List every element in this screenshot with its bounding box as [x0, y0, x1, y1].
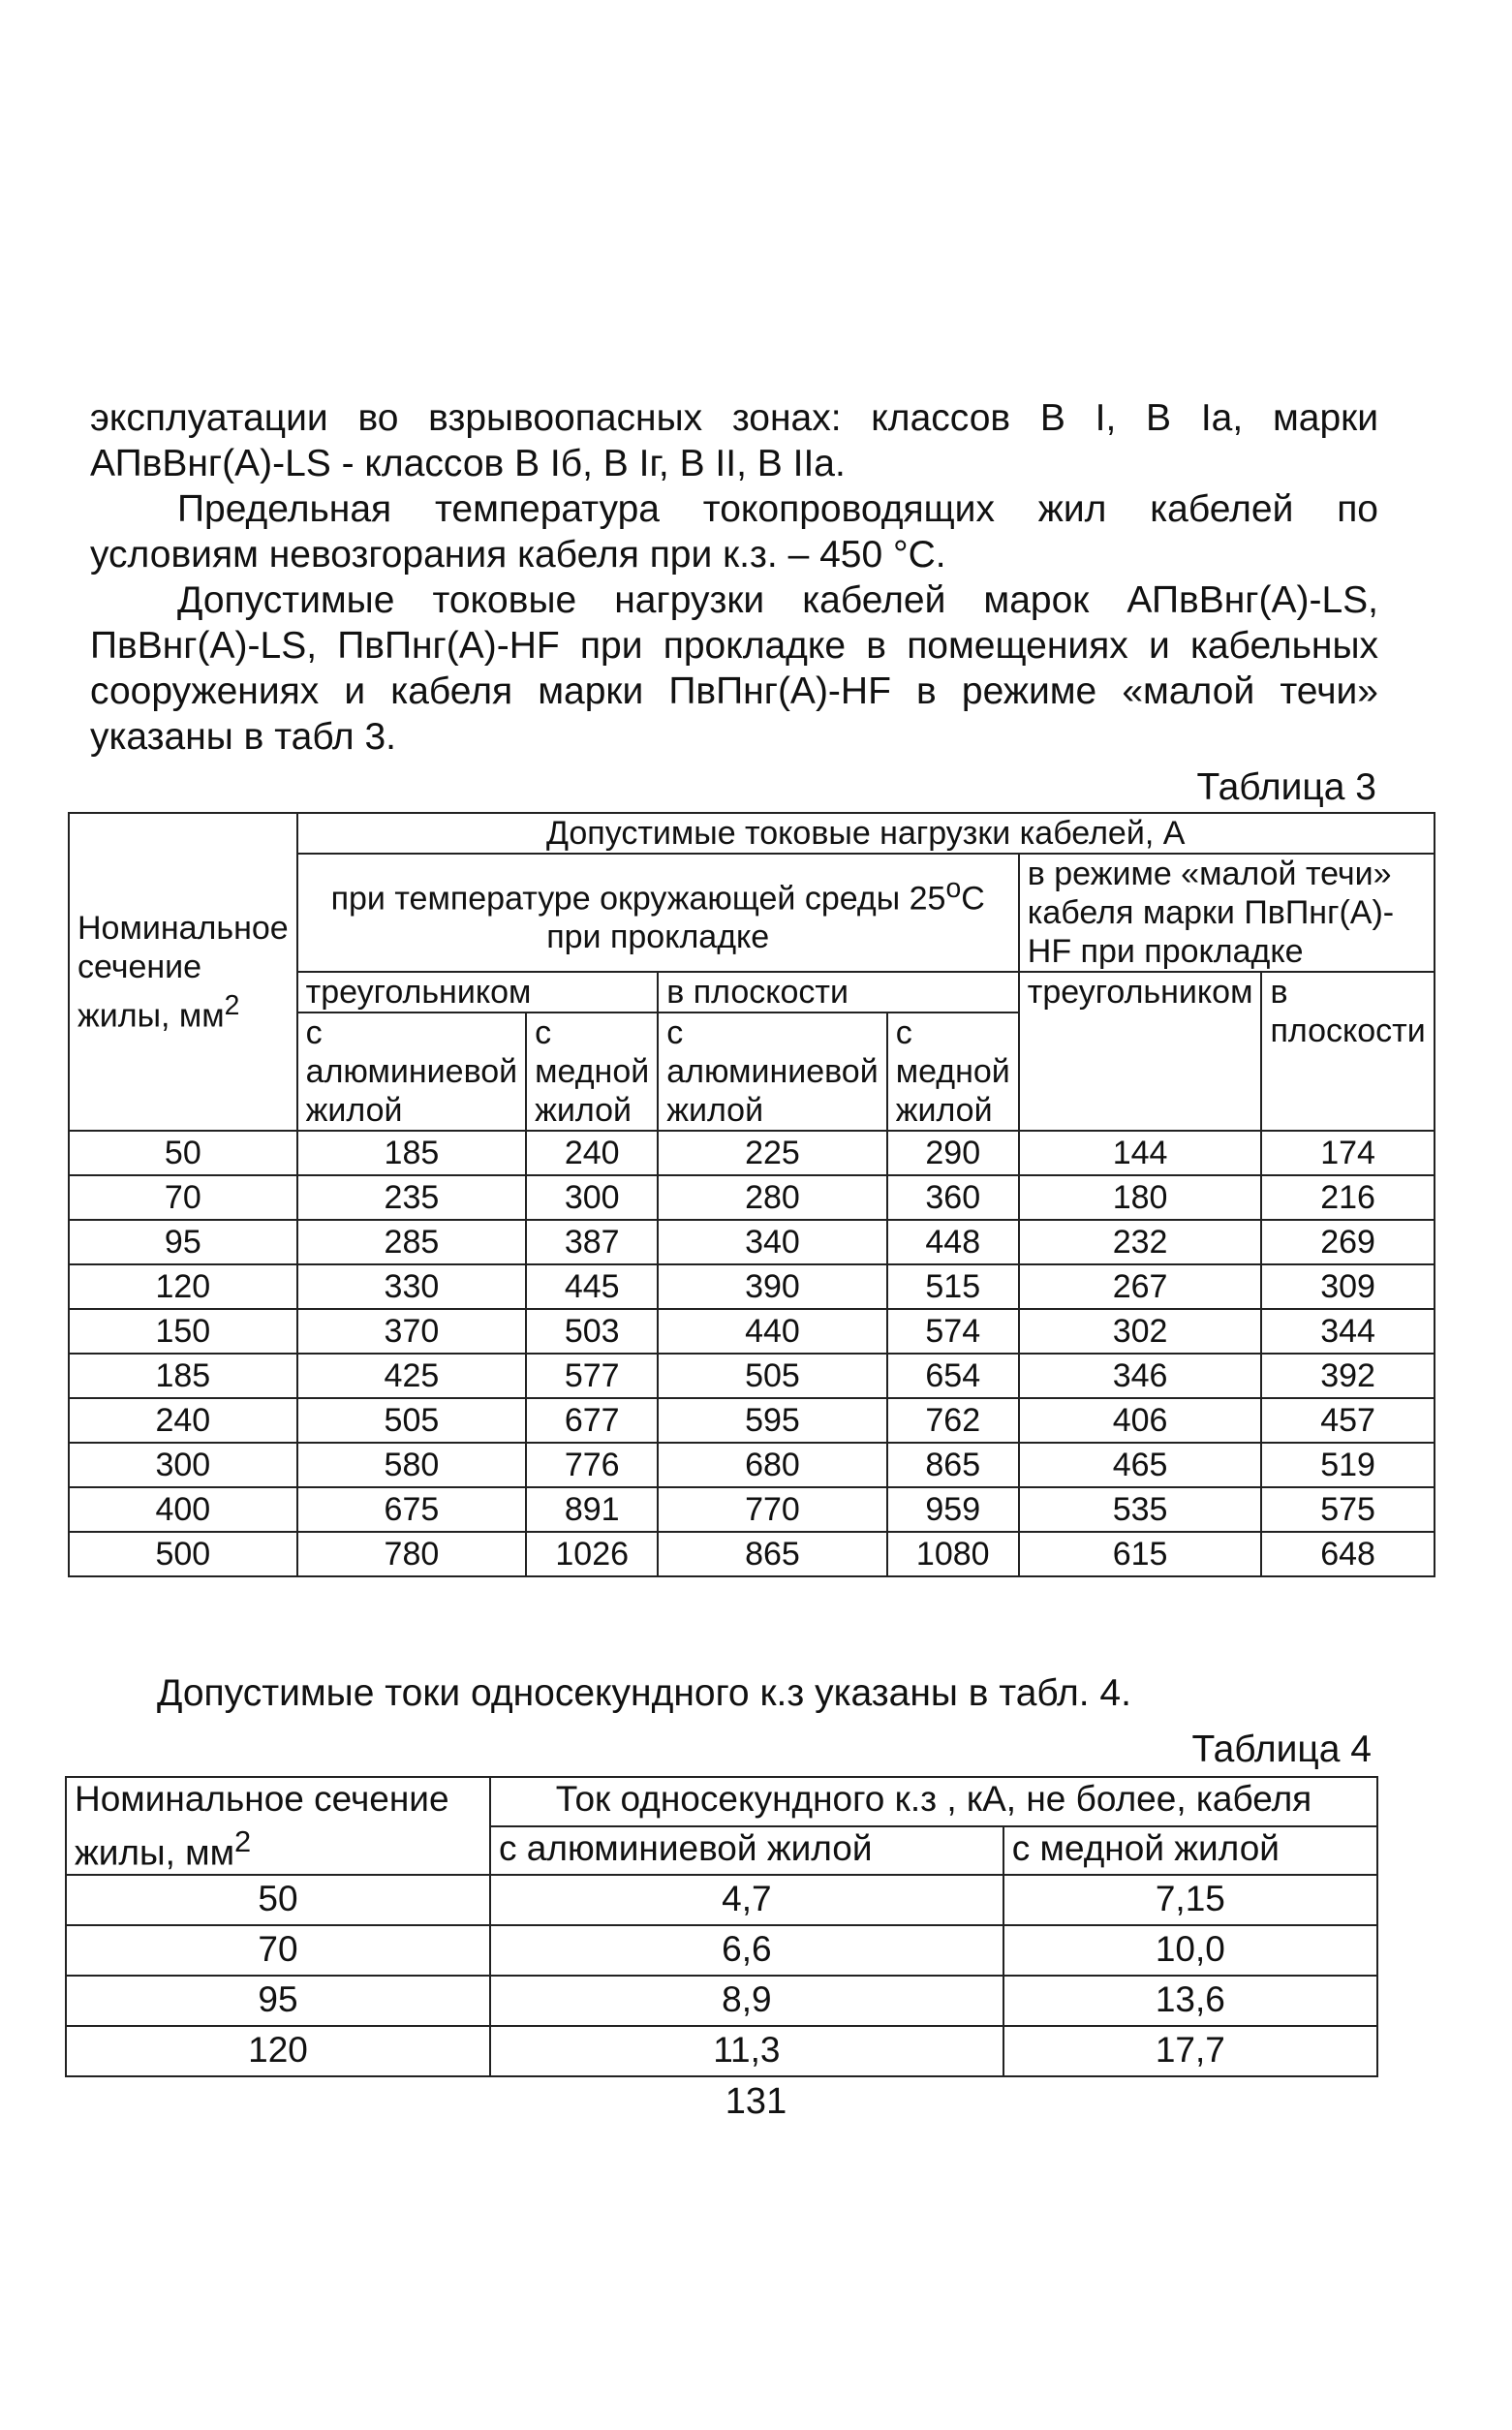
table-cell: 500 — [69, 1532, 297, 1576]
table4-header-section-text: Номинальное сечение жилы, мм — [75, 1779, 449, 1873]
table-cell: 360 — [887, 1175, 1019, 1220]
table-cell: 290 — [887, 1131, 1019, 1175]
table4-header-alu: с алюминиевой жилой — [490, 1826, 1003, 1876]
table-cell: 445 — [526, 1264, 658, 1309]
table-cell: 180 — [1019, 1175, 1262, 1220]
table-cell: 216 — [1261, 1175, 1434, 1220]
table-cell: 285 — [297, 1220, 527, 1264]
table-cell: 17,7 — [1003, 2026, 1377, 2076]
table-cell: 675 — [297, 1487, 527, 1532]
paragraph-line: АПвВнг(А)-LS - классов В Iб, В Iг, В II, В IIа. — [90, 443, 846, 484]
table4-caption: Таблица 4 — [1191, 1729, 1372, 1770]
paragraph-line: сооружениях и кабеля марки ПвПнг(А)-HF в режиме «малой течи» — [90, 670, 1378, 712]
table-cell: 150 — [69, 1309, 297, 1354]
table-row — [69, 1175, 1435, 1220]
table-cell: 575 — [1261, 1487, 1434, 1532]
table-cell: 340 — [658, 1220, 887, 1264]
table-row — [69, 1532, 1435, 1576]
page-number: 131 — [725, 2081, 787, 2122]
table-row — [66, 1925, 1377, 1976]
table3-header-ambient-pre: при температуре окружающей среды 25 — [330, 880, 946, 918]
table-cell: 680 — [658, 1443, 887, 1487]
table-cell: 780 — [297, 1532, 527, 1576]
table-row — [69, 1354, 1435, 1398]
table-row — [66, 1875, 1377, 1925]
table3-header-cu-flat: с медной жилой — [887, 1012, 1019, 1131]
table4-header-cu: с медной жилой — [1003, 1826, 1377, 1876]
table-cell: 595 — [658, 1398, 887, 1443]
table-cell: 11,3 — [490, 2026, 1003, 2076]
table-cell: 519 — [1261, 1443, 1434, 1487]
table-cell: 144 — [1019, 1131, 1262, 1175]
table-cell: 185 — [297, 1131, 527, 1175]
table-cell: 70 — [69, 1175, 297, 1220]
table-cell: 1026 — [526, 1532, 658, 1576]
table3-caption: Таблица 3 — [1196, 766, 1376, 808]
table4-header-group: Ток односекундного к.з , кА, не более, кабеля — [490, 1777, 1377, 1826]
intro-paragraph — [90, 395, 1378, 760]
table-cell: 280 — [658, 1175, 887, 1220]
table-cell: 13,6 — [1003, 1976, 1377, 2026]
table-cell: 8,9 — [490, 1976, 1003, 2026]
table3-header-ambient-sup: о — [945, 872, 962, 904]
table-cell: 448 — [887, 1220, 1019, 1264]
table-cell: 865 — [887, 1443, 1019, 1487]
table-cell: 70 — [66, 1925, 490, 1976]
table-cell: 120 — [66, 2026, 490, 2076]
table-cell: 425 — [297, 1354, 527, 1398]
table-cell: 959 — [887, 1487, 1019, 1532]
table-row — [69, 1443, 1435, 1487]
table-cell: 344 — [1261, 1309, 1434, 1354]
table-cell: 400 — [69, 1487, 297, 1532]
table-row — [69, 1264, 1435, 1309]
table3-header-section-text: Номинальное сечение жилы, мм — [77, 909, 289, 1035]
table-row — [66, 2026, 1377, 2076]
table-cell: 465 — [1019, 1443, 1262, 1487]
table-cell: 370 — [297, 1309, 527, 1354]
table-cell: 174 — [1261, 1131, 1434, 1175]
table-cell: 615 — [1019, 1532, 1262, 1576]
table-cell: 10,0 — [1003, 1925, 1377, 1976]
table3-header-section — [69, 813, 297, 1131]
table3-header-triangle-leak: треугольником — [1019, 972, 1262, 1131]
table-cell: 770 — [658, 1487, 887, 1532]
table-cell: 1080 — [887, 1532, 1019, 1576]
table-cell: 392 — [1261, 1354, 1434, 1398]
table3-header-triangle: треугольником — [297, 972, 659, 1012]
table-cell: 406 — [1019, 1398, 1262, 1443]
table-cell: 302 — [1019, 1309, 1262, 1354]
table-cell: 648 — [1261, 1532, 1434, 1576]
table-cell: 505 — [658, 1354, 887, 1398]
table-cell: 346 — [1019, 1354, 1262, 1398]
table-cell: 240 — [69, 1398, 297, 1443]
paragraph-line: Допустимые токовые нагрузки кабелей марок АПвВнг(А)-LS, — [177, 579, 1378, 621]
table-cell: 7,15 — [1003, 1875, 1377, 1925]
table-cell: 95 — [69, 1220, 297, 1264]
table3-header-group: Допустимые токовые нагрузки кабелей, А — [297, 813, 1435, 854]
table-cell: 574 — [887, 1309, 1019, 1354]
table-cell: 865 — [658, 1532, 887, 1576]
table-cell: 269 — [1261, 1220, 1434, 1264]
table-cell: 535 — [1019, 1487, 1262, 1532]
table-cell: 225 — [658, 1131, 887, 1175]
table3-header-ambient-post: С при прокладке — [546, 880, 985, 956]
paragraph-line: эксплуатации во взрывоопасных зонах: классов В I, В Iа, марки — [90, 397, 1378, 439]
table3 — [68, 812, 1435, 1577]
table-cell: 235 — [297, 1175, 527, 1220]
table-cell: 654 — [887, 1354, 1019, 1398]
table4 — [65, 1776, 1378, 2077]
table-cell: 515 — [887, 1264, 1019, 1309]
table3-header-section-sup: 2 — [224, 989, 240, 1021]
table3-header-flat-leak: в плоскости — [1261, 972, 1434, 1131]
table-cell: 440 — [658, 1309, 887, 1354]
table-row — [66, 1976, 1377, 2026]
table-cell: 580 — [297, 1443, 527, 1487]
table-row — [69, 1487, 1435, 1532]
table-cell: 457 — [1261, 1398, 1434, 1443]
table-cell: 390 — [658, 1264, 887, 1309]
table-cell: 762 — [887, 1398, 1019, 1443]
table-cell: 185 — [69, 1354, 297, 1398]
table4-intro: Допустимые токи односекундного к.з указаны в табл. 4. — [157, 1672, 1131, 1714]
table-cell: 120 — [69, 1264, 297, 1309]
table-cell: 330 — [297, 1264, 527, 1309]
table-cell: 240 — [526, 1131, 658, 1175]
table3-header-flat: в плоскости — [658, 972, 1019, 1012]
paragraph-line: указаны в табл 3. — [90, 716, 397, 758]
table-cell: 309 — [1261, 1264, 1434, 1309]
table-cell: 300 — [69, 1443, 297, 1487]
table-cell: 232 — [1019, 1220, 1262, 1264]
table-cell: 300 — [526, 1175, 658, 1220]
table-cell: 50 — [69, 1131, 297, 1175]
table-cell: 503 — [526, 1309, 658, 1354]
table-row — [69, 1131, 1435, 1175]
table-cell: 6,6 — [490, 1925, 1003, 1976]
table-cell: 95 — [66, 1976, 490, 2026]
paragraph-line: Предельная температура токопроводящих жил кабелей по — [177, 488, 1378, 530]
table-cell: 891 — [526, 1487, 658, 1532]
table-cell: 776 — [526, 1443, 658, 1487]
table3-header-leak: в режиме «малой течи» кабеля марки ПвПнг(А)-HF при прокладке — [1019, 854, 1435, 972]
table-cell: 505 — [297, 1398, 527, 1443]
table-cell: 267 — [1019, 1264, 1262, 1309]
table-row — [69, 1398, 1435, 1443]
table-cell: 50 — [66, 1875, 490, 1925]
table3-header-alu-flat: с алюминиевой жилой — [658, 1012, 887, 1131]
table3-header-cu-triangle: с медной жилой — [526, 1012, 658, 1131]
table-row — [69, 1220, 1435, 1264]
table3-header-ambient — [297, 854, 1019, 972]
table3-header-alu-triangle: с алюминиевой жилой — [297, 1012, 527, 1131]
table-cell: 4,7 — [490, 1875, 1003, 1925]
paragraph-line: ПвВнг(А)-LS, ПвПнг(А)-HF при прокладке в помещениях и кабельных — [90, 625, 1378, 667]
paragraph-line: условиям невозгорания кабеля при к.з. – 450 °С. — [90, 534, 946, 576]
table4-header-section-sup: 2 — [234, 1824, 252, 1858]
table-row — [69, 1309, 1435, 1354]
table-cell: 577 — [526, 1354, 658, 1398]
table-cell: 387 — [526, 1220, 658, 1264]
table4-header-section — [66, 1777, 490, 1875]
table-cell: 677 — [526, 1398, 658, 1443]
